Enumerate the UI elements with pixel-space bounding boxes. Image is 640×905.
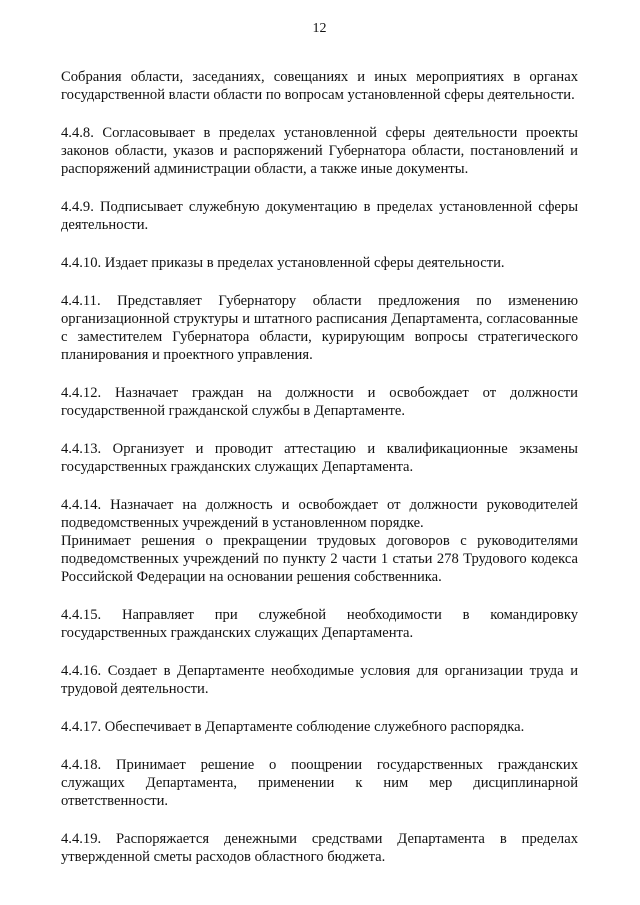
paragraph-4-4-19: 4.4.19. Распоряжается денежными средствами Департамента в пределах утвержденной сметы расходов областного бюджета.: [61, 831, 578, 865]
page-number: 12: [312, 21, 327, 36]
paragraph-4-4-10: 4.4.10. Издает приказы в пределах установленной сферы деятельности.: [61, 255, 505, 271]
paragraph-4-4-17: 4.4.17. Обеспечивает в Департаменте соблюдение служебного распорядка.: [61, 719, 525, 735]
paragraph-4-4-11: 4.4.11. Представляет Губернатору области предложения по изменению организационной структуры и штатного расписания Департамента, согласованные с заместителем Губернатора области, курирующим вопросы стратегического планирования и проектного управления.: [61, 293, 578, 363]
paragraph-block-4-4-14: [61, 496, 578, 586]
paragraph-4-4-14: 4.4.14. Назначает на должность и освобождает от должности руководителей подведомственных учреждений в установленном порядке.: [61, 497, 578, 531]
paragraph-continuation: Собрания области, заседаниях, совещаниях и иных мероприятиях в органах государственной власти области по вопросам установленной сферы деятельности.: [61, 69, 578, 103]
paragraph-4-4-12: 4.4.12. Назначает граждан на должности и освобождает от должности государственной гражданской службы в Департаменте.: [61, 385, 578, 419]
paragraph-4-4-8: 4.4.8. Согласовывает в пределах установленной сферы деятельности проекты законов области, указов и распоряжений Губернатора области, постановлений и распоряжений администрации области, а также иные документы.: [61, 125, 578, 177]
paragraph-4-4-9: 4.4.9. Подписывает служебную документацию в пределах установленной сферы деятельности.: [61, 199, 578, 233]
paragraph-4-4-16: 4.4.16. Создает в Департаменте необходимые условия для организации труда и трудовой деятельности.: [61, 663, 578, 697]
paragraph-4-4-15: 4.4.15. Направляет при служебной необходимости в командировку государственных гражданских служащих Департамента.: [61, 607, 578, 641]
paragraph-4-4-18: 4.4.18. Принимает решение о поощрении государственных гражданских служащих Департамента, применении к ним мер дисциплинарной ответственности.: [61, 757, 578, 809]
paragraph-4-4-14-continuation: Принимает решения о прекращении трудовых договоров с руководителями подведомственных учреждений по пункту 2 части 1 статьи 278 Трудового кодекса Российской Федерации на основании решения собственника.: [61, 533, 578, 585]
paragraph-4-4-13: 4.4.13. Организует и проводит аттестацию и квалификационные экзамены государственных гражданских служащих Департамента.: [61, 441, 578, 475]
